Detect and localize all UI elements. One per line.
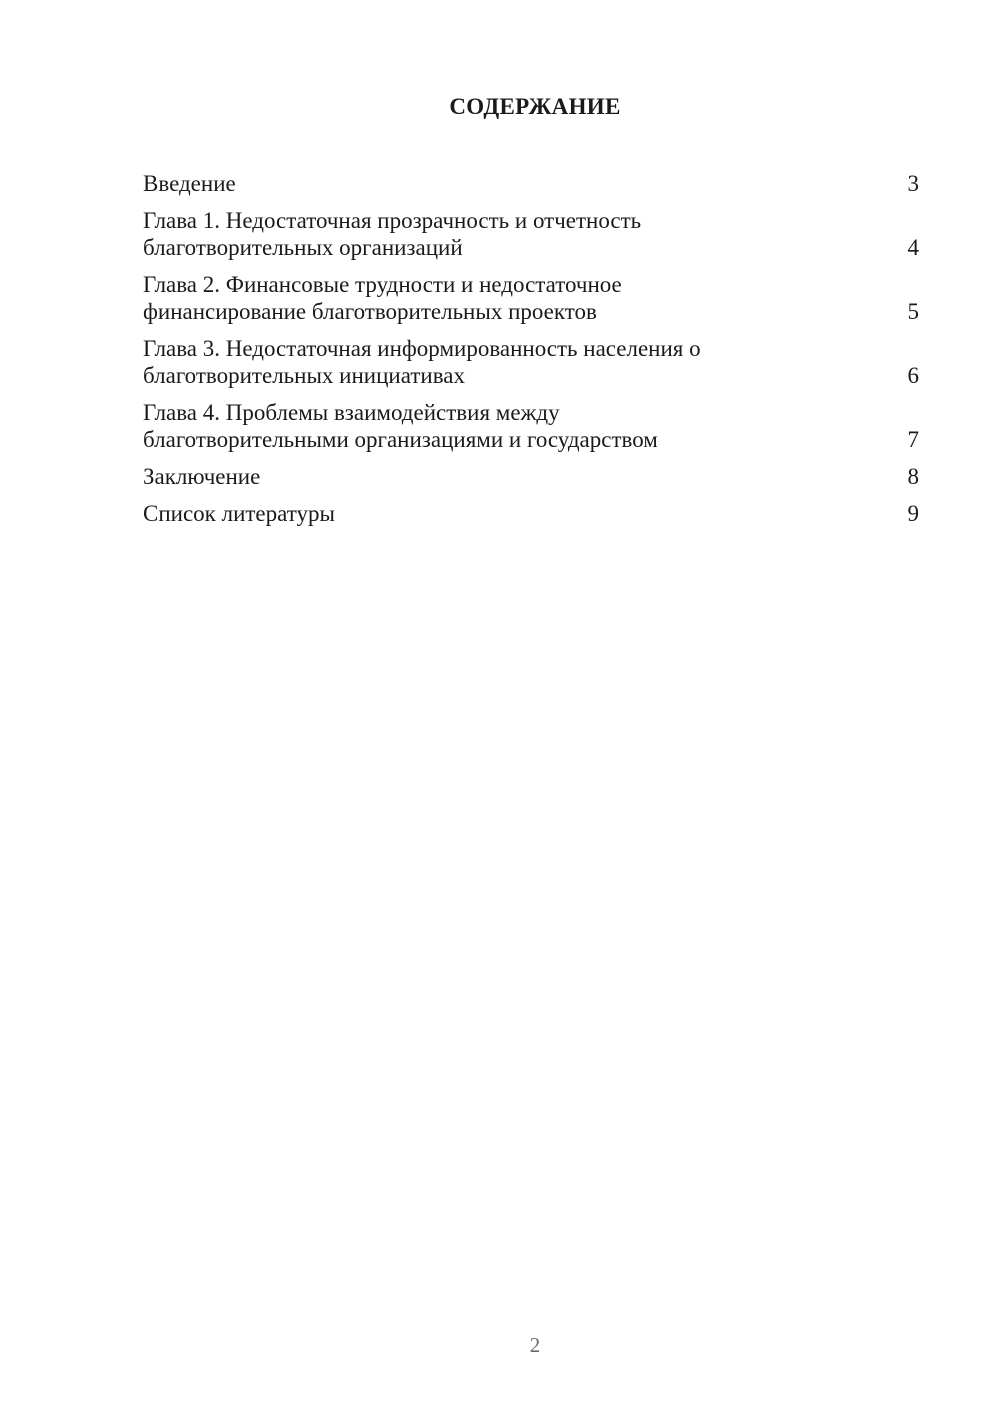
toc-entry-page: 4 bbox=[907, 235, 919, 260]
toc-entry-page: 7 bbox=[907, 427, 919, 452]
toc-entry-conclusion bbox=[143, 463, 919, 490]
toc-entry-introduction bbox=[143, 170, 919, 197]
toc-entry-line: Введение bbox=[143, 171, 236, 196]
toc-entry-chapter-4 bbox=[143, 399, 919, 453]
toc-entry-line: благотворительными организациями и государством bbox=[143, 427, 658, 452]
toc-entry-page: 9 bbox=[907, 501, 919, 526]
toc-entry-line: Глава 4. Проблемы взаимодействия между bbox=[143, 400, 560, 425]
toc-entry-line: Глава 3. Недостаточная информированность населения о bbox=[143, 336, 701, 361]
table-of-contents bbox=[143, 170, 919, 537]
toc-entry-label bbox=[143, 271, 908, 325]
page-title: СОДЕРЖАНИЕ bbox=[449, 94, 621, 119]
toc-entry-line: Глава 2. Финансовые трудности и недостаточное bbox=[143, 272, 622, 297]
toc-entry-label bbox=[143, 335, 908, 389]
toc-entry-bibliography bbox=[143, 500, 919, 527]
toc-entry-line: Глава 1. Недостаточная прозрачность и отчетность bbox=[143, 208, 642, 233]
toc-entry-page: 3 bbox=[907, 171, 919, 196]
toc-entry-chapter-3 bbox=[143, 335, 919, 389]
toc-entry-label bbox=[143, 170, 908, 197]
toc-entry-line: Заключение bbox=[143, 464, 261, 489]
toc-entry-chapter-2 bbox=[143, 271, 919, 325]
page-number: 2 bbox=[529, 1333, 541, 1357]
toc-entry-line: финансирование благотворительных проектов bbox=[143, 299, 597, 324]
toc-entry-label bbox=[143, 463, 908, 490]
toc-entry-page: 6 bbox=[907, 363, 919, 388]
toc-entry-page: 8 bbox=[907, 464, 919, 489]
toc-entry-line: благотворительных инициативах bbox=[143, 363, 465, 388]
toc-entry-page: 5 bbox=[907, 299, 919, 324]
toc-entry-label bbox=[143, 207, 908, 261]
toc-entry-label bbox=[143, 500, 908, 527]
toc-entry-line: благотворительных организаций bbox=[143, 235, 463, 260]
toc-entry-chapter-1 bbox=[143, 207, 919, 261]
toc-entry-label bbox=[143, 399, 908, 453]
toc-entry-line: Список литературы bbox=[143, 501, 335, 526]
